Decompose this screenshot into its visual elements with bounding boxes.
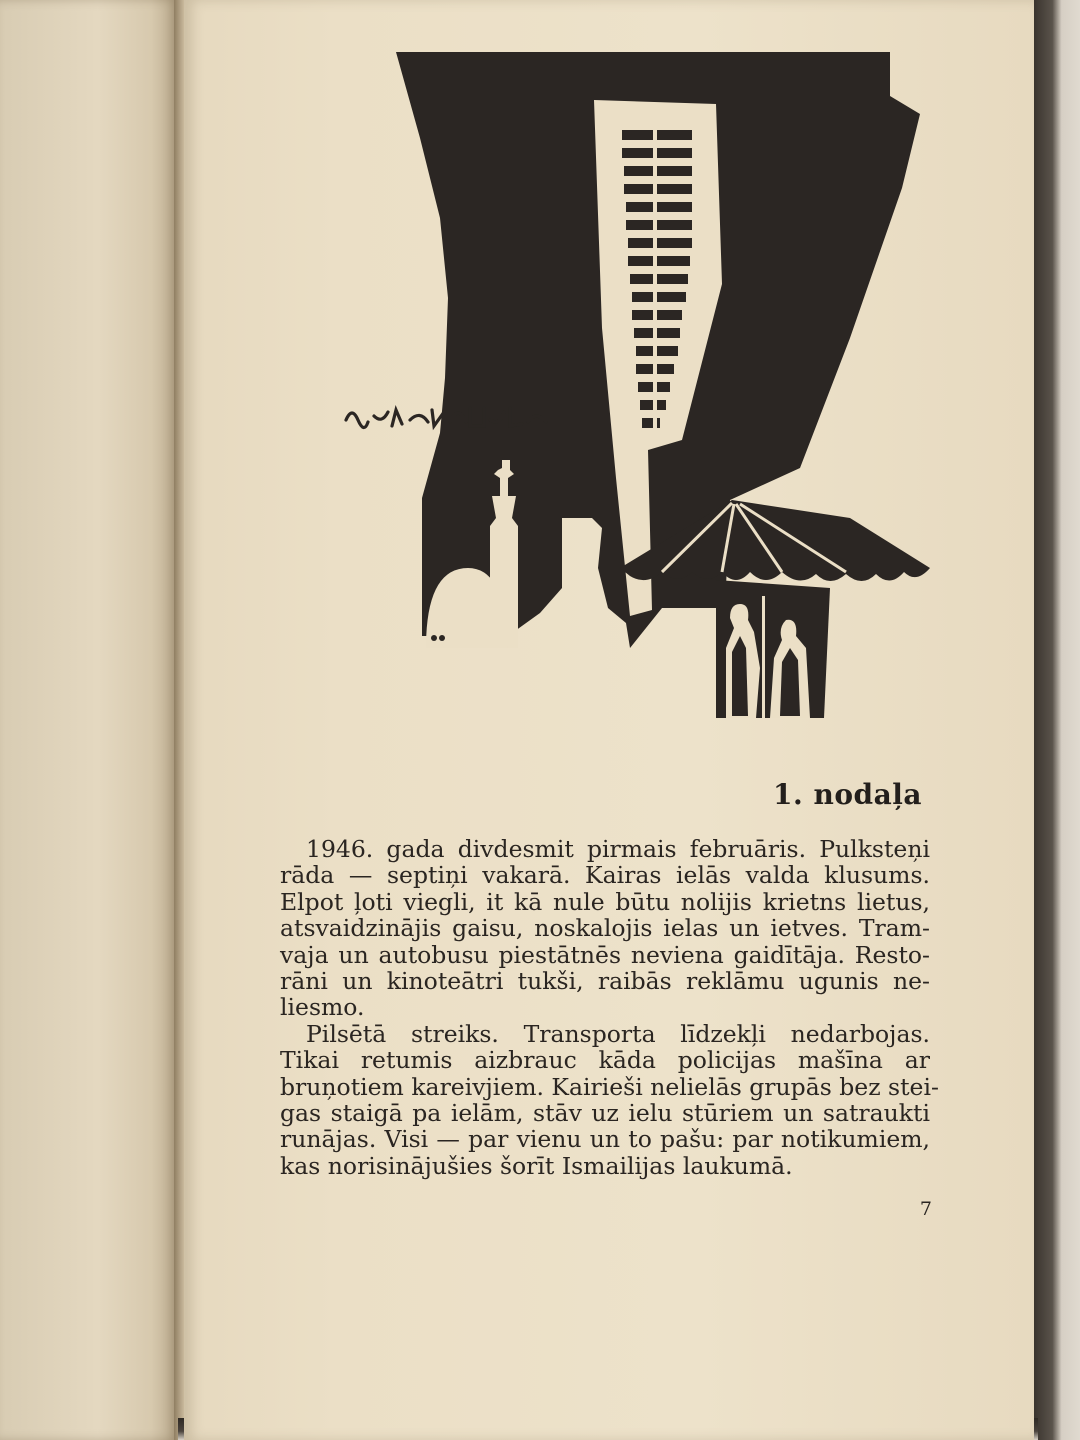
text-line: liesmo. [280, 993, 365, 1022]
text-line: Pilsētā streiks. Transporta līdzekļi nedarbojas. [306, 1019, 930, 1048]
cairo-street-woodcut-illustration [330, 48, 950, 728]
text-line: bruņotiem kareivjiem. Kairieši nelielās grupās bez stei- [280, 1072, 939, 1101]
text-line: runājas. Visi — par vienu un to pašu: par notikumiem, [280, 1125, 930, 1154]
page-number: 7 [919, 1198, 932, 1220]
chapter-title: 1. nodaļa [772, 778, 922, 811]
text-line: atsvaidzinājis gaisu, noskalojis ielas un ietves. Tram- [280, 914, 930, 943]
text-line: kas norisinājušies šorīt Ismailijas laukumā. [280, 1151, 793, 1180]
body-text [280, 835, 939, 1180]
text-line: rāda — septiņi vakarā. Kairas ielās valda klusums. [280, 861, 930, 890]
text-line: rāni un kinoteātri tukši, raibās reklāmu ugunis ne- [280, 967, 930, 996]
text-line: vaja un autobusu piestātnēs neviena gaidītāja. Resto- [280, 940, 930, 969]
paragraph [280, 1019, 939, 1180]
text-line: 1946. gada divdesmit pirmais februāris. Pulksteņi [306, 835, 930, 863]
text-line: Tikai retumis aizbrauc kāda policijas mašīna ar [280, 1046, 930, 1075]
text-line: gas staigā pa ielām, stāv uz ielu stūriem un satraukti [280, 1099, 930, 1128]
book-gutter [174, 0, 184, 1440]
left-page [0, 0, 178, 1440]
text-line: Elpot ļoti viegli, it kā nule būtu nolijis krietns lietus, [280, 887, 930, 916]
book-cover-edge [1034, 0, 1080, 1440]
paragraph [280, 836, 930, 1021]
